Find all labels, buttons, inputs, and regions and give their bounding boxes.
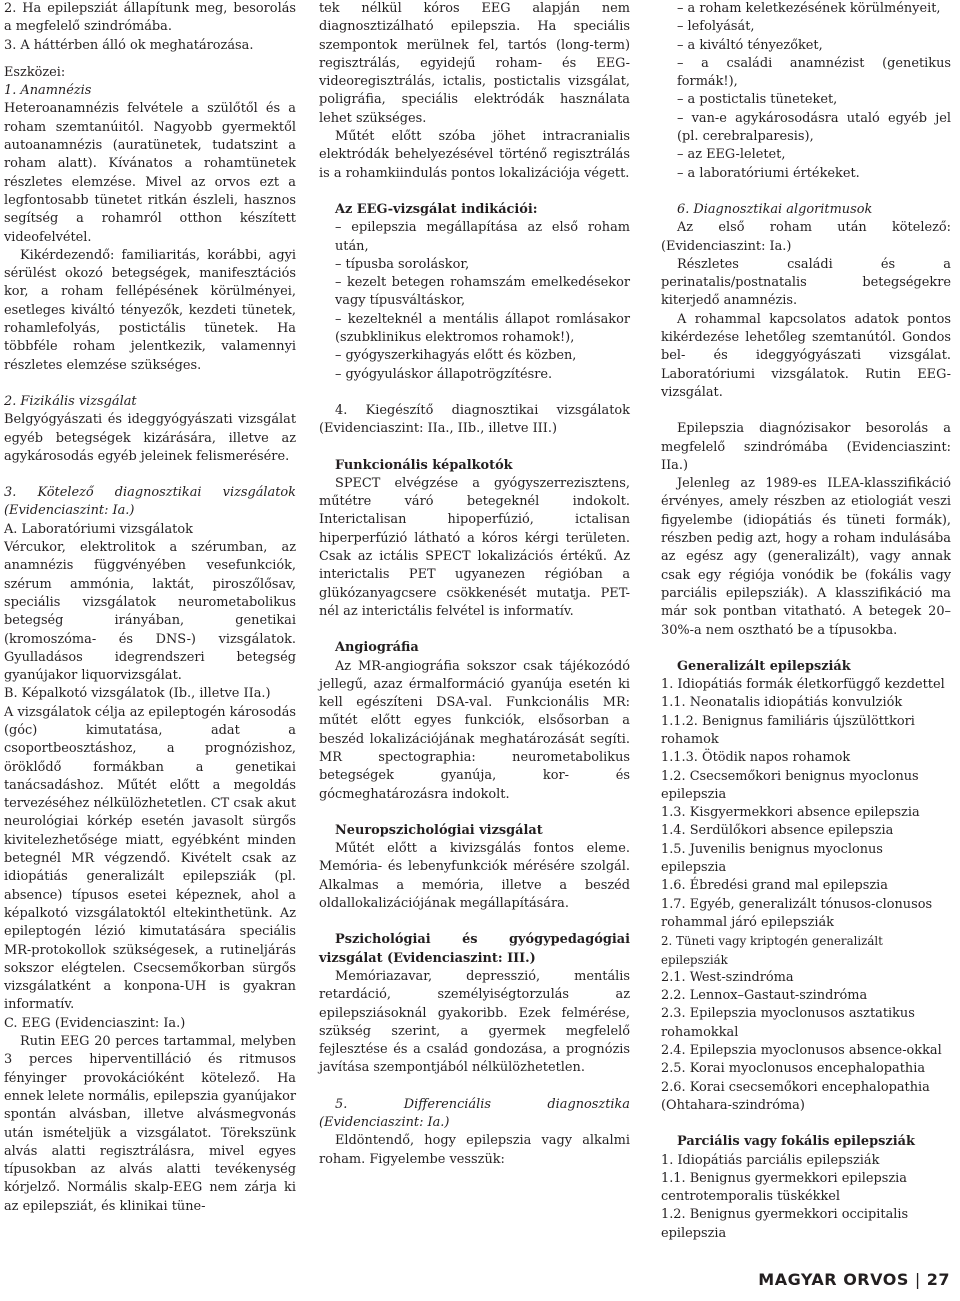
list-item: 1. Idiopátiás parciális epilepsziák (661, 1152, 880, 1168)
list-item: – típusba soroláskor, (335, 256, 470, 272)
paragraph: Az első roham után kötelező: (Evidenciaszint: Ia.) (661, 220, 951, 254)
list-item: – van-e agykárosodásra utaló egyéb jel (pl. cerebralparesis), (677, 110, 951, 145)
footer-separator: | (914, 1270, 921, 1289)
list-item: 1.7. Egyéb, generalizált tónusos-clonusos rohammal járó epilepsziák (661, 896, 933, 930)
paragraph: Epilepszia diagnózisakor besorolás a megfelelő szindrómába (Evidenciaszint: IIa.) (661, 421, 951, 473)
list-item: – kezelt betegen rohamszám emelkedésekor vagy típusváltáskor, (335, 275, 630, 309)
subsection-title-kepalkoto: B. Képalkotó vizsgálatok (Ib., illetve IIa.) (4, 686, 271, 702)
paragraph: Jelenleg az 1989-es ILEA-klasszifikáció érvényes, amely részben az etiologiát veszi figyelembe (idiopátiás és tüneti formák), részben pedig azt, hogy a roham indulásába az egész agy (generalizált), vagy annak csak egy régiója vonódik be (fokális vagy parciális epilepsziák). A klasszifikáció ma már sok pontban vitatható. A betegek 20–30%-a nem osztható be a típusokba. (661, 476, 951, 638)
paragraph: Részletes családi és a perinatalis/postnatalis betegségekre kiterjedő anamnézis. (661, 256, 951, 309)
paragraph: Rutin EEG 20 perces tartammal, melyben 3 perces hiperventilláció és ritmusos fényinger provokációként kötelező. Ha ennek lelete normális, epilepszia gyanújakor spontán alvásban, illetve alvásmegvonás után ismételjük a vizsgálatot. Törekszünk alvás alatti regisztrálásra, mivel egyes típusokban az alvás alatti tevékenység kórjelző. Normális skalp-EEG nem zárja ki az epilepsziát, és klinikai tüne- (4, 1034, 296, 1214)
list-item: 1.1.3. Ötödik napos rohamok (661, 750, 851, 766)
list-item: – a postictalis tüneteket, (677, 92, 838, 108)
list-item: 1.4. Serdülőkori absence epilepszia (661, 823, 894, 839)
section-title-funkcionalis: Funkcionális képalkotók (335, 457, 513, 473)
section-title-pszichologiai: Pszichológiai és gyógypedagógiai vizsgálat (Evidenciaszint: III.) (319, 932, 630, 966)
list-item: 2.2. Lennox–Gastaut-szindróma (661, 988, 868, 1004)
list-item: 2.6. Korai csecsemőkori encephalopathia (Ohtahara-szindróma) (661, 1079, 930, 1113)
list-item: 1.6. Ébredési grand mal epilepszia (661, 878, 888, 894)
paragraph: tek nélkül kóros EEG alapján nem diagnosztizálható epilepszia. Ha speciális szempontok merülnek fel, tartós (long-term) regisztrálás, egyidejű roham- és EEG-videoregisztrálás, ictalis, postictalis vizsgálat, poligráfia, speciális elektródák használata lehet szükséges. (319, 1, 630, 126)
list-item: – gyógyuláskor állapotrögzítésre. (335, 366, 553, 382)
list-item: 2.5. Korai myoclonusos encephalopathia (661, 1061, 925, 1077)
list-item: – lefolyását, (677, 19, 755, 35)
list-item: – epilepszia megállapítása az első roham után, (335, 220, 630, 254)
subsection-title-eeg: C. EEG (Evidenciaszint: Ia.) (4, 1015, 186, 1031)
section-title-generalizalt: Generalizált epilepsziák (677, 658, 851, 674)
section-title-eeg-indikaciok: Az EEG-vizsgálat indikációi: (335, 201, 538, 217)
list-item: – a laboratóriumi értékeket. (677, 165, 860, 181)
list-item: – a családi anamnézist (genetikus formák!), (677, 55, 951, 90)
page-number: 27 (926, 1270, 950, 1289)
paragraph: A vizsgálatok célja az epileptogén károsodás (góc) kimutatása, adat a csoportbeosztáshoz, a prognózishoz, öröklődő formákban a genetikai tanácsadáshoz. Műtét előtt a megoldás tervezéséhez nélkülözhetetlen. CT csak akut neurológiai kórkép esetén javasolt sürgős kivitelezhetősége miatt, egyébként minden betegnél MR végzendő. Kivételt csak az idiopátiás generalizált epilepsziák (pl. absence) típusos esetei képeznek, ahol a képalkotó vizsgálatoktól eltekinthetünk. Az epileptogén lézió kimutatására speciális MR-protokollok szükségesek, a rutineljárás sokszor elégtelen. Csecsemőkorban sürgős vizsgálatként a konpona-UH is gyakran informatív. (4, 704, 296, 1013)
list-item: 1.1. Neonatalis idiopátiás konvulziók (661, 695, 903, 711)
section-title-fizikalis: 2. Fizikális vizsgálat (4, 393, 137, 409)
list-item: 1.3. Kisgyermekkori absence epilepszia (661, 805, 920, 821)
list-item: 1.1. Benignus gyermekkori epilepszia centrotemporalis tüskékkel (661, 1170, 907, 1205)
subsection-title-lab: A. Laboratóriumi vizsgálatok (4, 521, 193, 537)
paragraph: Műtét előtt szóba jöhet intracranialis elektródák behelyezésével történő regisztrálás is a rohamkiindulás pontos lokalizációja végett. (319, 129, 630, 181)
list-item: – kezelteknél a mentális állapot romlásakor (szubklinikus elektromos rohamok!), (335, 311, 630, 346)
paragraph: Memóriazavar, depresszió, mentális retardáció, személyiségtorzulás az epilepsziásoknál gyakoribb. Ezek felmérése, szükség szerint, a gyermek megfelelő fejlesztése és a család gondozása, a prognózis javítása szempontjából nélkülözhetetlen. (319, 968, 630, 1076)
section-title-neuropszichologiai: Neuropszichológiai vizsgálat (335, 822, 543, 838)
paragraph: Belgyógyászati és ideggyógyászati vizsgálat egyéb betegségek kizárására, illetve az agykárosodás egyéb jeleinek felismerésére. (4, 412, 296, 464)
list-item: 2. Ha epilepsziát állapítunk meg, besorolás a megfelelő szindrómába. (4, 1, 296, 35)
section-title-kiegeszito: 4. Kiegészítő diagnosztikai vizsgálatok (Evidenciaszint: IIa., IIb., illetve III.) (319, 402, 630, 437)
tools-heading: Eszközei: (4, 64, 66, 80)
paragraph: Kikérdezendő: familiaritás, korábbi, agyi sérülést okozó betegségek, manifesztációs kor, a roham fellépésének körülményei, esetleges kiváltó tényezők, kezdeti tünetek, rohamlefolyás, postictális tünetek. Ha többféle roham jelentkezik, valamennyi részletes elemzése szükséges. (4, 247, 296, 373)
paragraph: A rohammal kapcsolatos adatok pontos kikérdezése lehetőleg szemtanútól. Gondos bel- és ideggyógyászati vizsgálat. Laboratóriumi vizsgálatok. Rutin EEG-vizsgálat. (661, 311, 951, 400)
section-title-angiografia: Angiográfia (335, 640, 419, 656)
list-item: 1.2. Benignus gyermekkori occipitalis epilepszia (661, 1207, 909, 1241)
page-footer (758, 1270, 950, 1289)
column-middle (319, 0, 630, 1169)
journal-name: MAGYAR ORVOS (758, 1270, 909, 1289)
list-item: 2.1. West-szindróma (661, 969, 794, 985)
list-item: 1.5. Juvenilis benignus myoclonus epilepszia (661, 841, 883, 876)
column-right (661, 0, 951, 1243)
section-title-kotelezo: 3. Kötelező diagnosztikai vizsgálatok (Evidenciaszint: Ia.) (4, 485, 296, 519)
section-title-differencialis: 5. Differenciális diagnosztika (Evidenciaszint: Ia.) (319, 1096, 630, 1131)
list-item: 2. Tüneti vagy kriptogén generalizált epilepsziák (661, 934, 883, 967)
paragraph: Vércukor, elektrolitok a szérumban, az anamnézis függvényében vesefunkciók, szérum ammónia, laktát, piroszőlősav, speciális vizsgálatok neurometabolikus betegség irányában, genetikai (kromoszóma- és DNS-) vizsgálatok. Gyulladásos idegrendszeri betegség gyanújakor liquorvizsgálat. (4, 540, 296, 684)
paragraph: Eldöntendő, hogy epilepszia vagy alkalmi roham. Figyelembe vesszük: (319, 1133, 630, 1167)
list-item: – gyógyszerkihagyás előtt és közben, (335, 348, 577, 364)
list-item: 1.2. Csecsemőkori benignus myoclonus epilepszia (661, 768, 919, 802)
list-item: 3. A háttérben álló ok meghatározása. (4, 37, 254, 53)
list-item: – a roham keletkezésének körülményeit, (677, 1, 941, 16)
column-left (4, 0, 296, 1216)
paragraph: SPECT elvégzése a gyógyszerrezisztens, műtétre váró betegeknél indokolt. Interictalisan hipoperfúzió, ictalisan hiperperfúzió látható a kóros kérgi területen. Csak az ictális SPECT lokalizációs értékű. Az interictalis PET ugyanezen régióban a glükózanyagcsere csökkenését mutatja. PET-nél az interictális felvétel is informatív. (319, 475, 630, 619)
list-item: – a kiváltó tényezőket, (677, 37, 823, 53)
list-item: 1. Idiopátiás formák életkorfüggő kezdettel (661, 677, 945, 693)
list-item: – az EEG-leletet, (677, 147, 786, 163)
paragraph: Műtét előtt a kivizsgálás fontos eleme. Memória- és lebenyfunkciók mérésére szolgál. Alkalmas a memória, illetve a beszéd oldallokalizációjának megállapítására. (319, 841, 630, 912)
paragraph: Az MR-angiográfia sokszor csak tájékozódó jellegű, azaz érmalformáció gyanúja esetén ki kell egészíteni DSA-val. Funkcionális MR: műtét előtt egyes funkciók, elsősorban a beszéd lokalizációjának meghatározását segíti. MR spectographia: neurometabolikus betegségek gyanúja, kor- és gócmeghatározásra indokolt. (319, 658, 630, 802)
section-title-anamnezis: 1. Anamnézis (4, 83, 92, 99)
section-title-parcialis: Parciális vagy fokális epilepsziák (677, 1134, 915, 1150)
section-title-algoritmusok: 6. Diagnosztikai algoritmusok (677, 201, 873, 217)
paragraph: Heteroanamnézis felvétele a szülőtől és a roham szemtanúitól. Nagyobb gyermektől autoanamnézis (auratünetek, tudatszint a roham alatt). Kívánatos a rohamtünetek részletes elemzése. Mivel az orvos ezt a legfontosabb tünetet ritkán észleli, hasznos segítség a rohamról otthon készített videofelvétel. (4, 101, 296, 245)
list-item: 2.3. Epilepszia myoclonusos asztatikus rohamokkal (661, 1006, 915, 1040)
list-item: 1.1.2. Benignus familiáris újszülöttkori rohamok (661, 713, 915, 747)
list-item: 2.4. Epilepszia myoclonusos absence-okkal (661, 1043, 942, 1059)
